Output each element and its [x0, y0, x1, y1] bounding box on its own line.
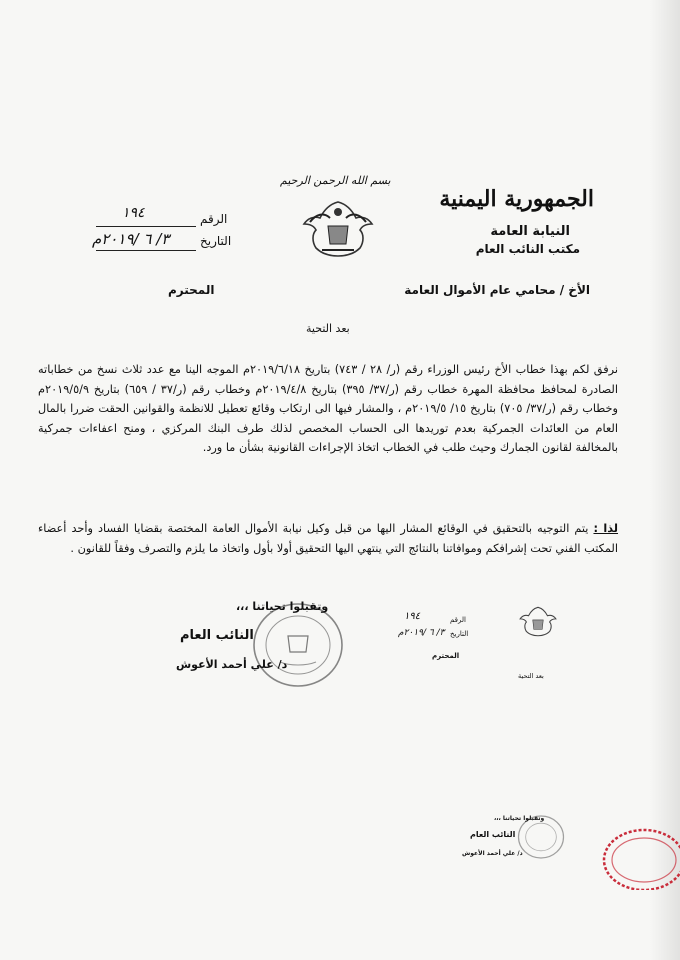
copy-greeting: بعد التحية [518, 672, 544, 680]
ref-underline [96, 226, 196, 227]
greeting: بعد التحية [306, 322, 350, 335]
date-underline [96, 250, 196, 251]
letterhead-country: الجمهورية اليمنية [439, 186, 594, 212]
copy-ref-value: ١٩٤ [404, 611, 421, 622]
copy-closing-line: وتقبلوا تحياتنا ،،، [494, 815, 545, 822]
red-stamp-icon [598, 820, 680, 890]
basmala: بسم الله الرحمن الرحيم [280, 174, 391, 187]
letterhead-department: مكتب النائب العام [475, 242, 580, 256]
ref-number-label: الرقم [200, 212, 228, 226]
body-paragraph-1: نرفق لكم بهذا خطاب الأخ رئيس الوزراء رقم (ر/ ٢٨ / ٧٤٣) بتاريخ ٢٠١٩/٦/١٨م الموجه الينا مع عدد ثلاث نسخ من خطاباته الصادرة لمحافظ محافظة المهرة خطاب رقم (ر/٣٧/ ٣٩٥) بتاريخ ٢٠١٩/٤/٨م وخطاب رقم (ر/٣٧ / ٦٥٩) بتاريخ ٢٠١٩/٥/٩م وخطاب رقم (ر/٣٧/ ٧٠٥) بتاريخ ١٥/ ٢٠١٩/٥م ، والمشار فيها الى ارتكاب وقائع تعطيل للانظمة والقوانين الحقت ضررا بالمال العام من العائدات الجمركية بعدم توريدها الى الحساب المخصص لذلك طرف البنك المركزي ، ومنح اعفاءات جمركية بالمخالفة لقانون الجمارك وحيث طلب في الخطاب اتخاذ الإجراءات القانونية بشأن ما ورد. [38, 363, 618, 455]
official-seal-icon [250, 600, 346, 690]
copy-date-label: التاريخ [450, 630, 469, 638]
eagle-emblem-icon [300, 196, 376, 260]
copy-date-value: ٣/ ٦ /٢٠١٩م [398, 628, 445, 638]
recipient-line: الأخ / محامي عام الأموال العامة [404, 283, 590, 297]
copy-eagle-emblem-icon [518, 604, 558, 638]
salutation-end: المحترم [168, 283, 215, 297]
ref-number-value: ١٩٤ [122, 205, 145, 221]
signatory-title: النائب العام [180, 628, 254, 643]
date-value: ٣/ ٦ /٢٠١٩م [92, 230, 170, 248]
signatory-name: د/ علي أحمد الأعوش [176, 658, 288, 671]
date-label: التاريخ [200, 234, 232, 248]
copy-ref-label: الرقم [450, 616, 466, 624]
closing-line: وتقبلوا تحياتنا ،،، [236, 600, 329, 613]
letterhead-office: النيابة العامة [490, 224, 570, 239]
note-label: لذا : [593, 522, 619, 536]
copy-signatory-name: د/ علي أحمد الأعوش [462, 850, 523, 857]
scan-edge-shadow [650, 0, 680, 960]
copy-salutation-end: المحترم [432, 652, 460, 660]
body-paragraph-2-text: يتم التوجيه بالتحقيق في الوقائع المشار اليها من قبل وكيل نيابة الأموال العامة المختصة بقضايا الفساد وأحد أعضاء المكتب الفني تحت إشرافكم وموافاتنا بالنتائج التي ينتهي اليها التحقيق أولا بأول واتخاذ ما يلزم والتصرف وفقاً للقانون . [38, 522, 618, 555]
body-paragraph-2 [38, 519, 618, 558]
copy-signatory-title: النائب العام [470, 830, 516, 839]
